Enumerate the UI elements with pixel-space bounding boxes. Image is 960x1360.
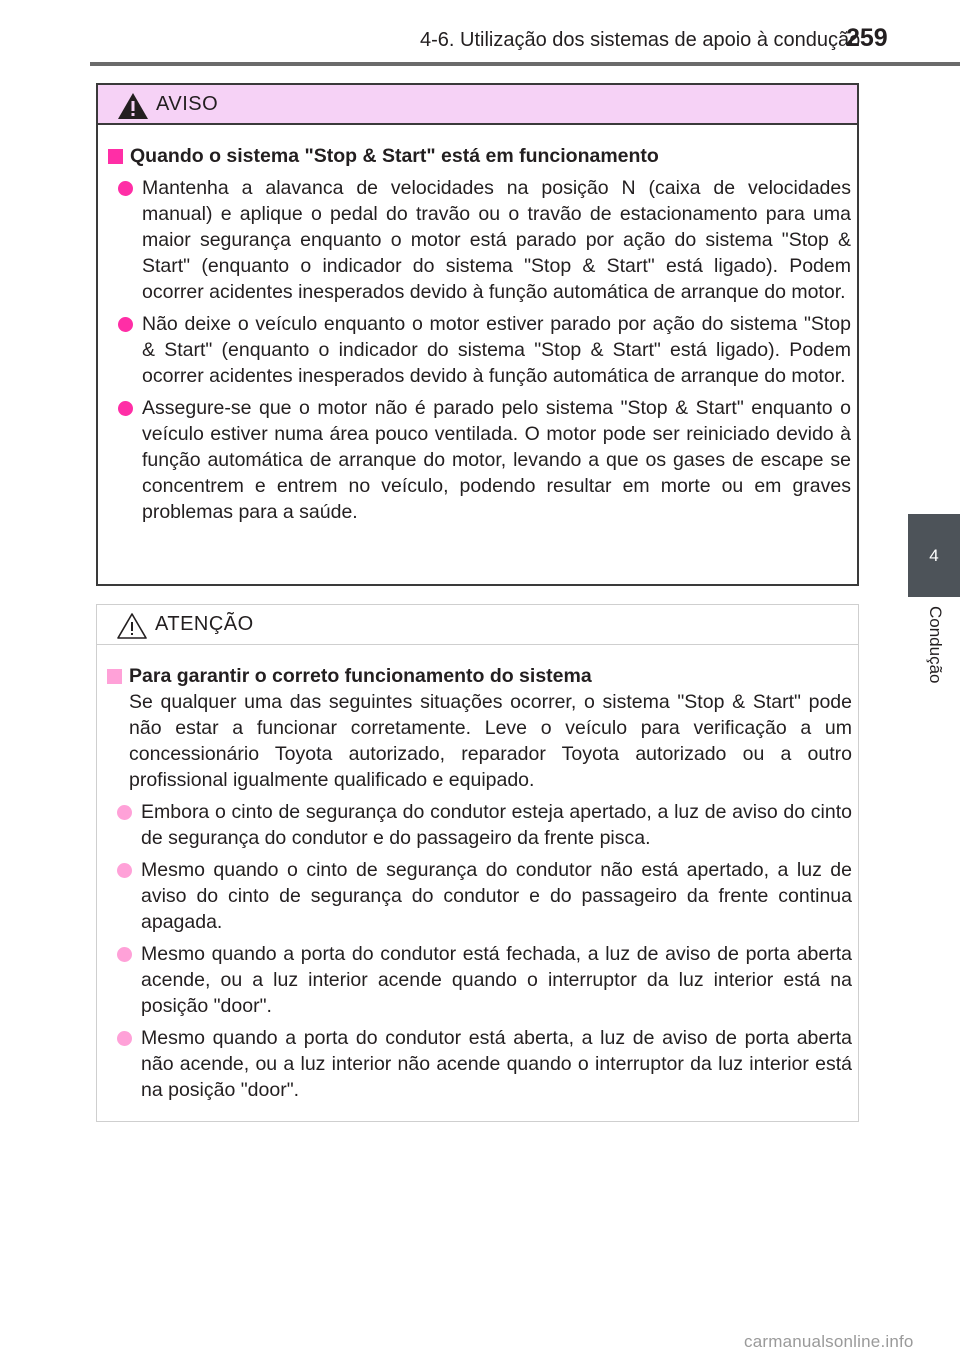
caution-list-item <box>117 799 852 851</box>
caution-section-title <box>105 663 852 689</box>
round-bullet <box>118 317 133 332</box>
round-bullet <box>118 181 133 196</box>
caution-intro-paragraph: Se qualquer uma das seguintes situações ocorrer, o sistema "Stop & Start" pode não estar a funcionar corretamente. Leve o veículo para verificação a um concessionário Toyota autorizado, reparador Toyota autorizado ou a outro profissional igualmente qualificado e equipado. <box>129 691 852 791</box>
round-bullet <box>117 863 132 878</box>
section-square-bullet <box>107 669 122 684</box>
warning-box-header <box>98 85 857 125</box>
warning-list-item-text: Assegure-se que o motor não é parado pelo sistema "Stop & Start" enquanto o veículo estiver numa área pouco ventilada. O motor pode ser reiniciado devido à função automática de arranque do motor, levando a que os gases de escape se concentrem e entrem no veículo, podendo resultar em morte ou em graves problemas para a saúde. <box>142 397 851 523</box>
warning-list-item-text: Não deixe o veículo enquanto o motor estiver parado por ação do sistema "Stop & Start" (enquanto o indicador do sistema "Stop & Start" está ligado). Podem ocorrer acidentes inesperados devido à função automática de arranque do motor. <box>142 313 851 387</box>
caution-list-item-text: Mesmo quando o cinto de segurança do condutor não está apertado, a luz de aviso do cinto de segurança do condutor e do passageiro da frente continua apagada. <box>141 859 852 933</box>
caution-list-item <box>117 857 852 935</box>
round-bullet <box>117 947 132 962</box>
caution-box-label: ATENÇÃO <box>155 613 254 635</box>
caution-box-body <box>97 645 858 1103</box>
watermark: carmanualsonline.info <box>744 1332 914 1351</box>
warning-list-item <box>118 311 851 389</box>
round-bullet <box>118 401 133 416</box>
caution-list-item-text: Embora o cinto de segurança do condutor esteja apertado, a luz de aviso do cinto de segurança do condutor e do passageiro da frente pisca. <box>141 801 852 849</box>
warning-list-item <box>118 395 851 525</box>
warning-triangle-filled-icon <box>116 91 150 121</box>
warning-box-label: AVISO <box>156 93 219 115</box>
chapter-tab-number: 4 <box>929 545 939 565</box>
page-header-title: 4-6. Utilização dos sistemas de apoio à condução <box>420 29 861 51</box>
warning-list-item <box>118 175 851 305</box>
round-bullet <box>117 1031 132 1046</box>
warning-box-body <box>98 125 857 525</box>
caution-box-header <box>97 605 858 645</box>
chapter-tab <box>908 514 960 597</box>
warning-triangle-outline-icon <box>115 611 149 641</box>
header-rule <box>90 62 960 66</box>
caution-section-title-text: Para garantir o correto funcionamento do sistema <box>129 665 592 687</box>
section-square-bullet <box>108 149 123 164</box>
warning-box <box>96 83 859 586</box>
caution-list-item-text: Mesmo quando a porta do condutor está aberta, a luz de aviso de porta aberta não acende, ou a luz interior não acende quando o interruptor da luz interior está na posição "door". <box>141 1027 852 1101</box>
caution-box <box>96 604 859 1122</box>
page-number: 259 <box>846 24 888 52</box>
warning-section-title <box>106 143 851 169</box>
warning-list-item-text: Mantenha a alavanca de velocidades na posição N (caixa de velocidades manual) e aplique o pedal do travão ou o travão de estacionamento para uma maior segurança enquanto o motor está parado por ação do sistema "Stop & Start" (enquanto o indicador do sistema "Stop & Start" está ligado). Podem ocorrer acidentes inesperados devido à função automática de arranque do motor. <box>142 177 851 303</box>
caution-list-item <box>117 1025 852 1103</box>
round-bullet <box>117 805 132 820</box>
warning-section-title-text: Quando o sistema "Stop & Start" está em funcionamento <box>130 145 659 167</box>
caution-list-item-text: Mesmo quando a porta do condutor está fechada, a luz de aviso de porta aberta acende, ou a luz interior acende quando o interruptor da luz interior está na posição "door". <box>141 943 852 1017</box>
caution-list-item <box>117 941 852 1019</box>
chapter-tab-label: Condução <box>926 606 945 684</box>
